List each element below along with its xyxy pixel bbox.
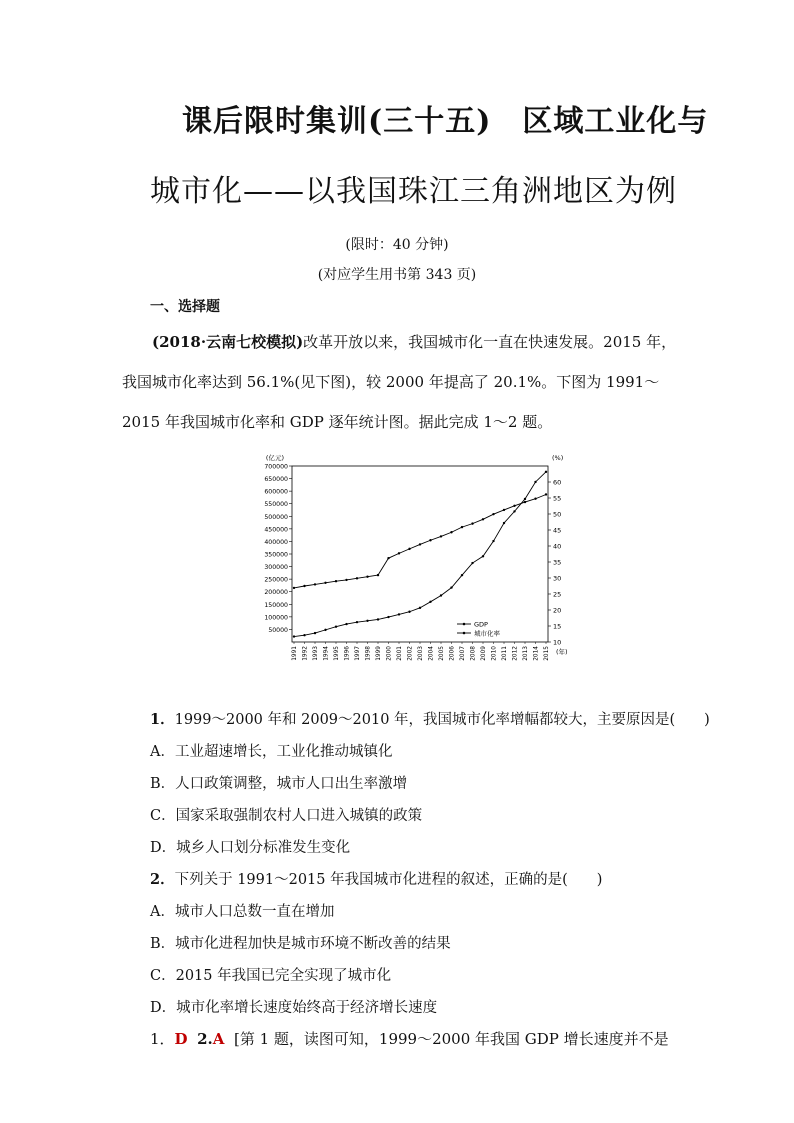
series-0-point <box>492 540 494 542</box>
right-axis-unit: (%) <box>552 454 564 462</box>
series-1-point <box>545 493 547 495</box>
left-tick-label: 100000 <box>264 614 288 622</box>
right-tick-label: 40 <box>553 542 562 551</box>
answer-2-number: 2. <box>197 1030 213 1048</box>
answer-1-value: D <box>174 1030 188 1048</box>
series-0-point <box>335 626 337 628</box>
left-tick-label: 300000 <box>264 564 288 572</box>
left-tick-label: 150000 <box>264 601 288 609</box>
right-tick-label: 30 <box>553 574 562 583</box>
intro-paragraph <box>122 322 682 442</box>
series-1-point <box>471 522 473 524</box>
chart-lines <box>293 471 547 638</box>
series-0-point <box>345 623 347 625</box>
q2-option-d[interactable]: D．城市化率增长速度始终高于经济增长速度 <box>150 1000 438 1016</box>
left-tick-label: 650000 <box>264 476 288 484</box>
answer-2-value: A <box>212 1030 225 1048</box>
x-tick-label: 2013 <box>523 646 529 661</box>
q2-option-c[interactable]: C．2015 年我国已完全实现了城市化 <box>150 968 392 984</box>
x-tick-label: 2001 <box>397 646 403 661</box>
left-axis-unit: (亿元) <box>265 454 284 462</box>
x-tick-label: 1991 <box>292 646 298 661</box>
q1-option-a[interactable]: A．工业超速增长，工业化推动城镇化 <box>150 744 393 760</box>
x-tick-label: 1995 <box>334 646 340 661</box>
legend-label: 城市化率 <box>474 629 500 638</box>
intro-source: (2018·云南七校模拟) <box>152 333 304 351</box>
x-tick-label: 2015 <box>544 646 550 661</box>
question-1 <box>150 708 710 729</box>
series-1-point <box>356 577 358 579</box>
series-0-point <box>303 634 305 636</box>
q2-option-a[interactable]: A．城市人口总数一直在增加 <box>150 904 335 920</box>
series-0-point <box>503 522 505 524</box>
series-0-point <box>450 586 452 588</box>
series-1-point <box>513 505 515 507</box>
series-0-point <box>356 621 358 623</box>
series-0-point <box>534 481 536 483</box>
chart-labels <box>264 453 567 661</box>
series-0-point <box>545 471 547 473</box>
series-0-point <box>471 562 473 564</box>
x-tick-label: 2005 <box>439 646 445 661</box>
series-0-point <box>398 613 400 615</box>
series-0-point <box>293 635 295 637</box>
left-tick-label: 250000 <box>264 576 288 584</box>
right-tick-label: 15 <box>553 622 562 631</box>
legend-marker <box>463 623 466 626</box>
left-tick-label: 200000 <box>264 589 288 597</box>
page-title-line-2: 城市化——以我国珠江三角洲地区为例 <box>150 174 677 209</box>
series-1-point <box>335 580 337 582</box>
x-tick-label: 2000 <box>386 646 393 661</box>
series-1-point <box>534 498 536 500</box>
right-tick-label: 35 <box>553 558 562 567</box>
right-tick-label: 20 <box>553 606 562 615</box>
x-tick-label: 1993 <box>313 646 319 661</box>
x-tick-label: 1997 <box>355 646 361 661</box>
series-1-point <box>503 509 505 511</box>
question-2-number: 2． <box>150 871 175 888</box>
series-1-point <box>398 552 400 554</box>
chart-axes <box>289 466 551 644</box>
x-tick-label: 2003 <box>418 646 424 661</box>
chart-frame <box>292 466 548 642</box>
left-tick-label: 50000 <box>268 626 288 634</box>
q2-option-b[interactable]: B．城市化进程加快是城市环境不断改善的结果 <box>150 936 451 952</box>
x-tick-label: 1999 <box>376 646 382 661</box>
series-0-point <box>366 620 368 622</box>
page-reference: (对应学生用书第 343 页) <box>317 267 477 283</box>
series-1-point <box>324 582 326 584</box>
question-2 <box>150 868 602 889</box>
x-tick-label: 2011 <box>502 646 508 661</box>
legend-marker <box>463 632 466 635</box>
question-2-text: 下列关于 1991～2015 年我国城市化进程的叙述，正确的是( ) <box>174 872 603 888</box>
answer-line <box>150 1028 669 1049</box>
x-tick-label: 2008 <box>470 646 477 661</box>
question-1-number: 1． <box>150 711 175 728</box>
series-1-point <box>524 501 526 503</box>
series-1-point <box>419 543 421 545</box>
x-tick-label: 2007 <box>460 646 466 661</box>
series-1-point <box>408 548 410 550</box>
series-1-point <box>293 587 295 589</box>
series-line-1 <box>294 494 546 587</box>
x-axis-unit: (年) <box>556 648 568 656</box>
series-1-point <box>450 531 452 533</box>
question-1-text: 1999～2000 年和 2009～2010 年，我国城市化率增幅都较大，主要原因是( ) <box>174 712 710 728</box>
x-tick-label: 1998 <box>365 646 372 661</box>
right-tick-label: 45 <box>553 526 562 535</box>
right-tick-label: 10 <box>553 638 562 647</box>
series-0-point <box>429 601 431 603</box>
series-0-point <box>440 594 442 596</box>
series-0-point <box>419 607 421 609</box>
x-tick-label: 1994 <box>323 646 330 661</box>
answer-1-number: 1． <box>150 1030 175 1048</box>
x-tick-label: 2002 <box>407 646 414 661</box>
time-limit: (限时：40 分钟) <box>345 237 449 253</box>
x-tick-label: 2009 <box>481 646 487 661</box>
left-tick-label: 350000 <box>264 551 288 559</box>
answer-explanation: [第 1 题，读图可知，1999～2000 年我国 GDP 增长速度并不是 <box>233 1030 669 1048</box>
section-heading: 一、选择题 <box>150 299 220 315</box>
series-0-point <box>461 574 463 576</box>
series-0-point <box>482 555 484 557</box>
series-1-point <box>366 576 368 578</box>
series-1-point <box>482 518 484 520</box>
q1-option-d[interactable]: D．城乡人口划分标准发生变化 <box>150 840 351 856</box>
left-tick-label: 450000 <box>264 526 288 534</box>
chart <box>252 450 612 670</box>
left-tick-label: 700000 <box>264 463 288 471</box>
left-tick-label: 600000 <box>264 488 288 496</box>
series-1-point <box>440 535 442 537</box>
series-1-point <box>303 585 305 587</box>
x-tick-label: 1992 <box>302 646 309 661</box>
x-tick-label: 1996 <box>344 646 351 661</box>
left-tick-label: 500000 <box>264 513 288 521</box>
series-1-point <box>314 583 316 585</box>
series-1-point <box>387 557 389 559</box>
series-1-point <box>461 526 463 528</box>
right-tick-label: 60 <box>553 478 562 487</box>
series-0-point <box>408 611 410 613</box>
x-tick-label: 2014 <box>533 646 540 661</box>
x-tick-label: 2004 <box>428 646 435 661</box>
x-tick-label: 2006 <box>449 646 456 661</box>
q1-option-c[interactable]: C．国家采取强制农村人口进入城镇的政策 <box>150 808 423 824</box>
right-tick-label: 50 <box>553 510 562 519</box>
series-1-point <box>377 574 379 576</box>
series-1-point <box>492 513 494 515</box>
series-line-0 <box>294 472 546 637</box>
series-0-point <box>524 498 526 500</box>
q1-option-b[interactable]: B．人口政策调整，城市人口出生率激增 <box>150 776 408 792</box>
intro-text: 改革开放以来，我国城市化一直在快速发展。2015 年，我国城市化率达到 56.1%(见下图)，较 2000 年提高了 20.1%。下图为 1991～2015 年我国城市化率和 GDP 逐年统计图。据此完成 1～2 题。 <box>122 333 677 431</box>
x-tick-label: 2010 <box>491 646 498 661</box>
x-tick-label: 2012 <box>512 646 519 661</box>
series-0-point <box>387 616 389 618</box>
right-tick-label: 55 <box>553 494 562 503</box>
left-tick-label: 550000 <box>264 501 288 509</box>
legend-label: GDP <box>474 620 488 629</box>
left-tick-label: 400000 <box>264 538 288 546</box>
series-0-point <box>513 510 515 512</box>
series-0-point <box>324 629 326 631</box>
page-title-line-1: 课后限时集训(三十五) 区域工业化与 <box>182 104 709 139</box>
series-0-point <box>377 618 379 620</box>
series-1-point <box>345 579 347 581</box>
right-tick-label: 25 <box>553 590 562 599</box>
series-1-point <box>429 539 431 541</box>
series-0-point <box>314 632 316 634</box>
